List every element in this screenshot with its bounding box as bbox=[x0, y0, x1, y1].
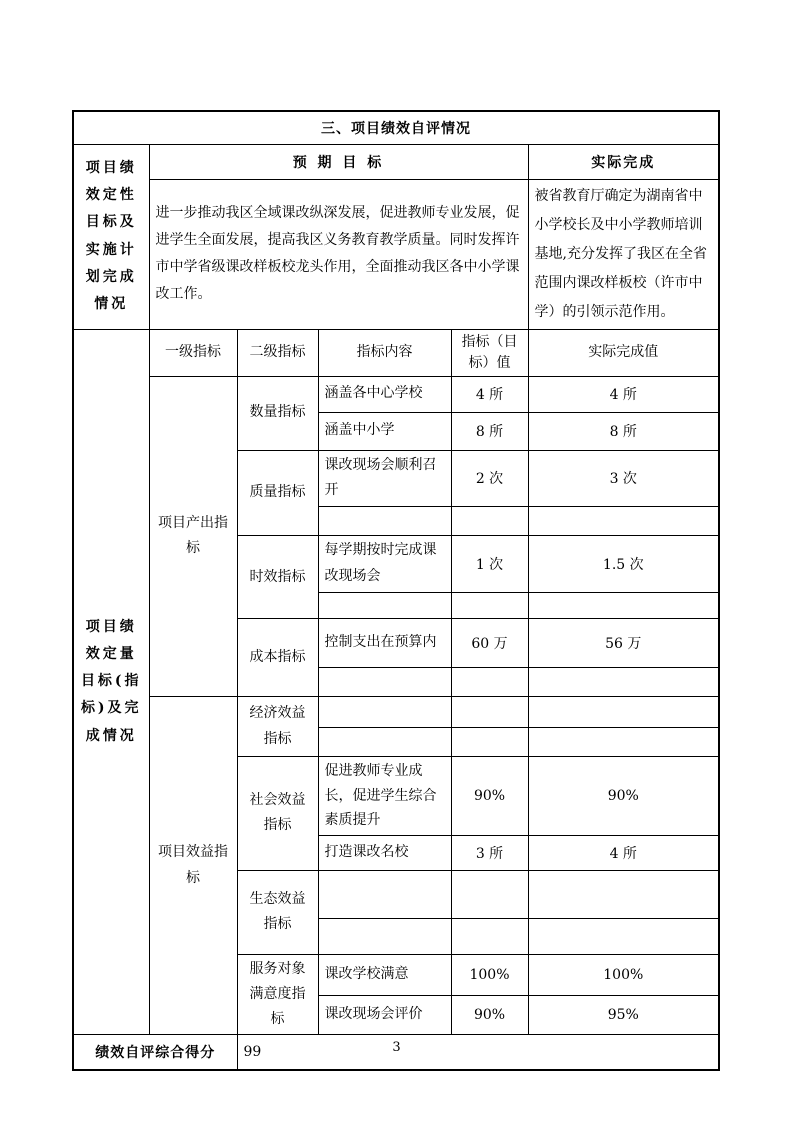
actual-value: 3 次 bbox=[528, 450, 719, 507]
header-level2: 二级指标 bbox=[237, 329, 318, 376]
level2-social-benefit-indicator: 社会效益指标 bbox=[237, 757, 318, 871]
empty-cell bbox=[528, 668, 719, 697]
actual-value: 4 所 bbox=[528, 376, 719, 412]
empty-cell bbox=[451, 593, 528, 619]
level2-economic-benefit-indicator: 经济效益指标 bbox=[237, 697, 318, 757]
empty-cell bbox=[451, 507, 528, 536]
header-content: 指标内容 bbox=[318, 329, 451, 376]
actual-value: 95% bbox=[528, 996, 719, 1035]
indicator-content: 课改现场会顺利召开 bbox=[318, 450, 451, 507]
target-value: 60 万 bbox=[451, 619, 528, 668]
actual-value: 56 万 bbox=[528, 619, 719, 668]
target-value: 90% bbox=[451, 757, 528, 836]
level2-cost-indicator: 成本指标 bbox=[237, 619, 318, 697]
self-evaluation-score-label: 绩效自评综合得分 bbox=[73, 1035, 237, 1070]
level2-timeliness-indicator: 时效指标 bbox=[237, 536, 318, 619]
level2-quality-indicator: 质量指标 bbox=[237, 450, 318, 536]
empty-cell bbox=[528, 870, 719, 918]
header-target-value: 指标（目标）值 bbox=[451, 329, 528, 376]
empty-cell bbox=[451, 918, 528, 954]
indicator-content: 课改现场会评价 bbox=[318, 996, 451, 1035]
expected-goal-header: 预 期 目 标 bbox=[149, 144, 528, 179]
empty-cell bbox=[528, 918, 719, 954]
actual-completion-header: 实际完成 bbox=[528, 144, 719, 179]
target-value: 8 所 bbox=[451, 412, 528, 450]
empty-cell bbox=[528, 697, 719, 728]
empty-cell bbox=[451, 728, 528, 757]
level2-ecological-benefit-indicator: 生态效益指标 bbox=[237, 870, 318, 954]
empty-cell bbox=[451, 697, 528, 728]
indicator-content: 控制支出在预算内 bbox=[318, 619, 451, 668]
indicator-content: 涵盖各中心学校 bbox=[318, 376, 451, 412]
table-row bbox=[73, 697, 719, 728]
empty-cell bbox=[318, 918, 451, 954]
self-evaluation-score-value: 99 bbox=[237, 1035, 719, 1070]
table-row bbox=[73, 111, 719, 144]
target-value: 100% bbox=[451, 954, 528, 996]
target-value: 1 次 bbox=[451, 536, 528, 593]
actual-value: 90% bbox=[528, 757, 719, 836]
table-title: 三、项目绩效自评情况 bbox=[73, 111, 719, 144]
level1-benefit-indicators: 项目效益指标 bbox=[149, 697, 237, 1035]
actual-completion-text: 被省教育厅确定为湖南省中小学校长及中小学教师培训基地,充分发挥了我区在全省范围内课改样板校（许市中学）的引领示范作用。 bbox=[528, 179, 719, 329]
level2-quantity-indicator: 数量指标 bbox=[237, 376, 318, 450]
empty-cell bbox=[318, 697, 451, 728]
self-evaluation-table bbox=[72, 110, 720, 1071]
page-number: 3 bbox=[392, 1040, 401, 1055]
table-row bbox=[73, 376, 719, 412]
header-actual-value: 实际完成值 bbox=[528, 329, 719, 376]
empty-cell bbox=[318, 668, 451, 697]
indicator-content: 课改学校满意 bbox=[318, 954, 451, 996]
table-row bbox=[73, 144, 719, 179]
table-row bbox=[73, 329, 719, 376]
indicator-content: 打造课改名校 bbox=[318, 835, 451, 870]
actual-value: 8 所 bbox=[528, 412, 719, 450]
level1-output-indicators: 项目产出指标 bbox=[149, 376, 237, 697]
empty-cell bbox=[528, 593, 719, 619]
level2-satisfaction-indicator: 服务对象满意度指标 bbox=[237, 954, 318, 1035]
empty-cell bbox=[318, 593, 451, 619]
expected-goal-text: 进一步推动我区全域课改纵深发展，促进教师专业发展，促进学生全面发展，提高我区义务教育教学质量。同时发挥许市中学省级课改样板校龙头作用，全面推动我区各中小学课改工作。 bbox=[149, 179, 528, 329]
target-value: 2 次 bbox=[451, 450, 528, 507]
empty-cell bbox=[528, 728, 719, 757]
empty-cell bbox=[451, 668, 528, 697]
empty-cell bbox=[318, 507, 451, 536]
empty-cell bbox=[318, 728, 451, 757]
empty-cell bbox=[318, 870, 451, 918]
empty-cell bbox=[451, 870, 528, 918]
quantitative-row-label: 项目绩效定量目标(指标)及完成情况 bbox=[73, 329, 149, 1035]
indicator-content: 促进教师专业成长，促进学生综合素质提升 bbox=[318, 757, 451, 836]
indicator-content: 涵盖中小学 bbox=[318, 412, 451, 450]
target-value: 90% bbox=[451, 996, 528, 1035]
actual-value: 100% bbox=[528, 954, 719, 996]
target-value: 4 所 bbox=[451, 376, 528, 412]
indicator-content: 每学期按时完成课改现场会 bbox=[318, 536, 451, 593]
empty-cell bbox=[528, 507, 719, 536]
actual-value: 1.5 次 bbox=[528, 536, 719, 593]
actual-value: 4 所 bbox=[528, 835, 719, 870]
header-level1: 一级指标 bbox=[149, 329, 237, 376]
qualitative-row-label: 项目绩效定性目标及实施计划完成情况 bbox=[73, 144, 149, 329]
target-value: 3 所 bbox=[451, 835, 528, 870]
table-row bbox=[73, 179, 719, 329]
